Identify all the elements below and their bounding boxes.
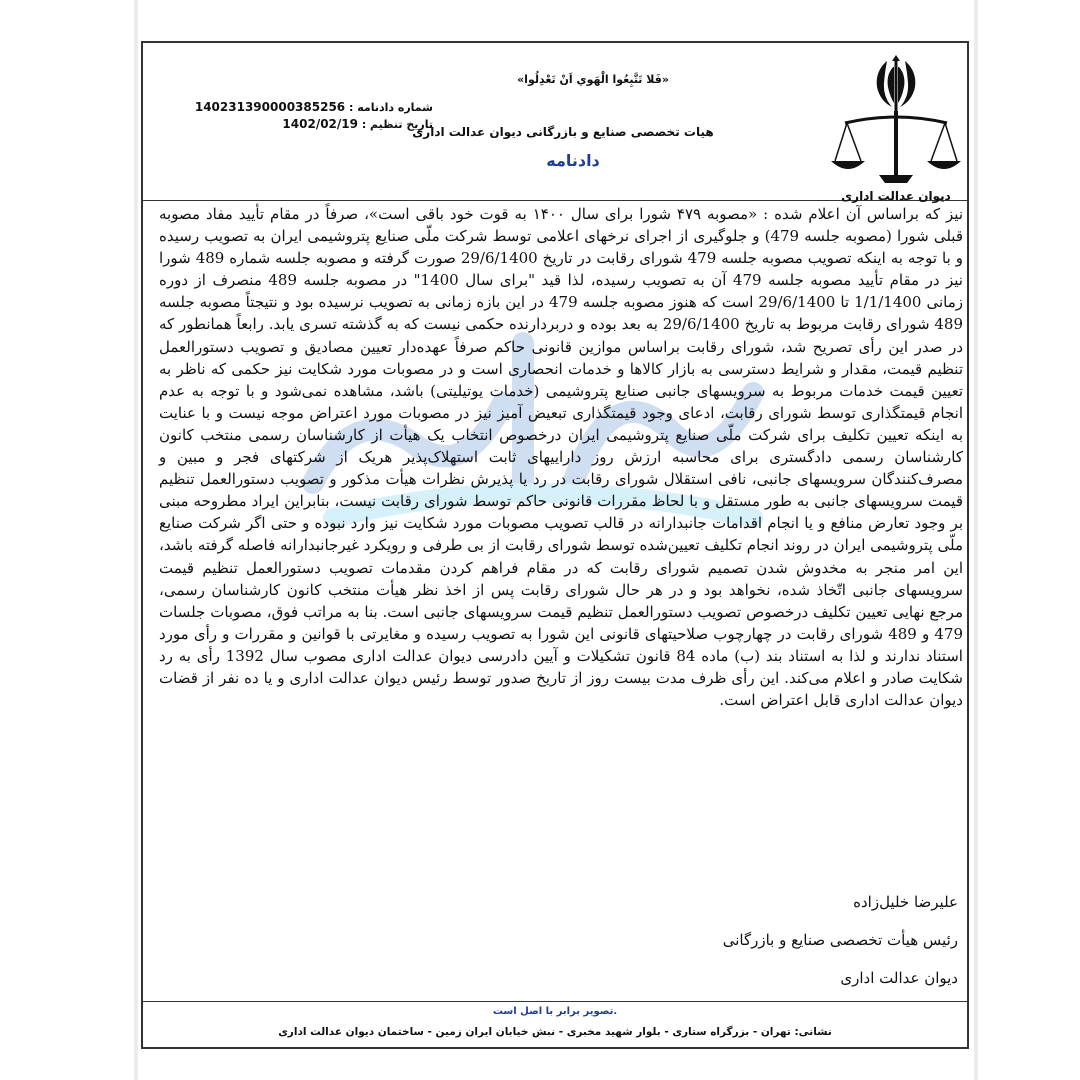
case-number: 140231390000385256 <box>194 100 346 114</box>
signatory-name: علیرضا خلیل‌زاده <box>853 893 958 911</box>
document-page <box>141 41 969 1049</box>
scales-of-justice-icon <box>831 53 961 187</box>
header-motto: «فَلا تَتَّبِعُوا الْهَوي اَنْ تَعْدِلُوا» <box>517 73 669 86</box>
emblem-caption: دیوان عدالت اداری <box>841 189 951 203</box>
viewer-margin-left <box>134 0 138 1080</box>
signature-block <box>503 893 958 1007</box>
issue-date: 1402/02/19 <box>282 117 358 131</box>
viewer-margin-right <box>974 0 978 1080</box>
ruling-body <box>159 203 963 711</box>
document-title: دادنامه <box>546 151 600 170</box>
issuing-body-name: هیات تخصصی صنایع و بازرگانی دیوان عدالت اداری <box>412 125 714 139</box>
document-footer <box>143 1001 967 1047</box>
issue-date-label: تاریخ تنظیم : <box>361 118 433 131</box>
signatory-organization: دیوان عدالت اداری <box>840 969 958 987</box>
case-metadata <box>193 99 433 133</box>
case-number-row <box>193 99 433 116</box>
court-address: نشانی: تهران - بزرگراه ستاری - بلوار شهید مخبری - نبش خیابان ایران زمین - ساختمان دیوان عدالت اداری <box>278 1026 832 1038</box>
case-number-label: شماره دادنامه : <box>348 101 433 114</box>
document-header <box>143 43 967 201</box>
issue-date-row <box>193 116 433 133</box>
ruling-paragraph: نیز که براساس آن اعلام شده : «مصوبه ۴۷۹ شورا برای سال ۱۴۰۰ به قوت خود باقی است»، صرفاً در مقام تأیید مفاد مصوبه قبلی شورا (مصوبه جلسه 479) و جلوگیری از اجرای نرخهای اعلامی توسط شرکت ملّی صنایع پتروشیمی ایران به تصویب رسیده و با توجه به اینکه تصویب مصوبه جلسه 479 شورای رقابت در تاریخ 29/6/1400 صورت گرفته و مصوبه جلسه شماره 489 شورا نیز در مقام تأیید مصوبه جلسه 479 آن به تصویب رسیده، لذا قید "برای سال 1400" در مصوبه جلسه 489 منصرف از دوره زمانی 1/1/1400 تا 29/6/1400 است که هنوز مصوبه جلسه 479 در این بازه زمانی به تصویب نرسیده بود و نتیجتاً مصوبه جلسه 489 شورای رقابت مربوط به تاریخ 29/6/1400 به بعد بوده و دربردارنده حکمی نیست که به گذشته تسری یابد. رابعاً همانطور که در صدر این رأی تصریح شد، شورای رقابت براساس موازین قانونی حاکم صرفاً عهده‌دار تعیین مصادیق و تصویب دستورالعمل تنظیم قیمت، مقدار و شرایط دسترسی به بازار کالاها و خدمات انحصاری است و در مصوبات مورد شکایت نیز حکمی که ناظر به تعیین قیمت خدمات مربوط به سرویسهای جانبی صنایع پتروشیمی (خدمات یوتیلیتی) باشد، مشاهده نمی‌شود و با توجه به عدم انجام قیمتگذاری توسط شورای رقابت، ادعای وجود قیمتگذاری تبعیض آمیز نیز در مصوبات مورد اعتراض موجه نیست و با عنایت به اینکه تعیین تکلیف برای شرکت ملّی صنایع پتروشیمی ایران درخصوص انتخاب یک هیأت از کارشناسان رسمی منتخب کانون کارشناسان رسمی دادگستری برای محاسبه ارزش روز داراییهای ثابت استهلاک‌پذیر هریک از شرکتهای فجر و مبین و مصرف‌کنندگان سرویسهای جانبی، نافی استقلال شورای رقابت در رد یا پذیرش نظرات هیأت مذکور و تصویب دستورالعمل تنظیم قیمت سرویسهای جانبی به طور مستقل و با لحاظ مقررات قانونی حاکم توسط شورای رقابت نیست، بنابراین ایراد مطروحه مبنی بر وجود تعارض منافع و یا انجام اقدامات جانبدارانه در قالب تصویب مصوبات مورد شکایت نیز وارد نبوده و حتی اگر شرکت صنایع ملّی پتروشیمی ایران در روند انجام تکلیف تعیین‌شده توسط شورای رقابت از بی طرفی و رویکرد غیرجانبدارانه فاصله گرفته باشد، این امر منجر به مخدوش شدن تصمیم شورای رقابت که در مقام فراهم کردن مقدمات تصویب دستورالعمل تنظیم قیمت سرویسهای جانبی اتّخاذ شده، نخواهد بود و در هر حال شورای رقابت پس از اخذ نظر هیأت منتخب کانون کارشناسان رسمی، مرجع نهایی تعیین تکلیف درخصوص تصویب دستورالعمل تنظیم قیمت سرویسهای جانبی است. بنا به مراتب فوق، مصوبات جلسات 479 و 489 شورای رقابت در چهارچوب صلاحیتهای قانونی این شورا به تصویب رسیده و مغایرتی با قوانین و مقررات و رأی مورد استناد ندارند و لذا به استناد بند (ب) ماده 84 قانون تشکیلات و آیین دادرسی دیوان عدالت اداری مصوب سال 1392 رأی به رد شکایت صادر و اعلام می‌کند. این رأی ظرف مدت بیست روز از تاریخ صدور توسط رئیس دیوان عدالت اداری و یا ده نفر از قضات دیوان عدالت اداری قابل اعتراض است. <box>159 205 964 710</box>
certified-copy-note: تصویر برابر با اصل است. <box>492 1006 618 1017</box>
signatory-position: رئیس هیأت تخصصی صنایع و بازرگانی <box>722 931 958 949</box>
court-emblem <box>831 53 961 203</box>
